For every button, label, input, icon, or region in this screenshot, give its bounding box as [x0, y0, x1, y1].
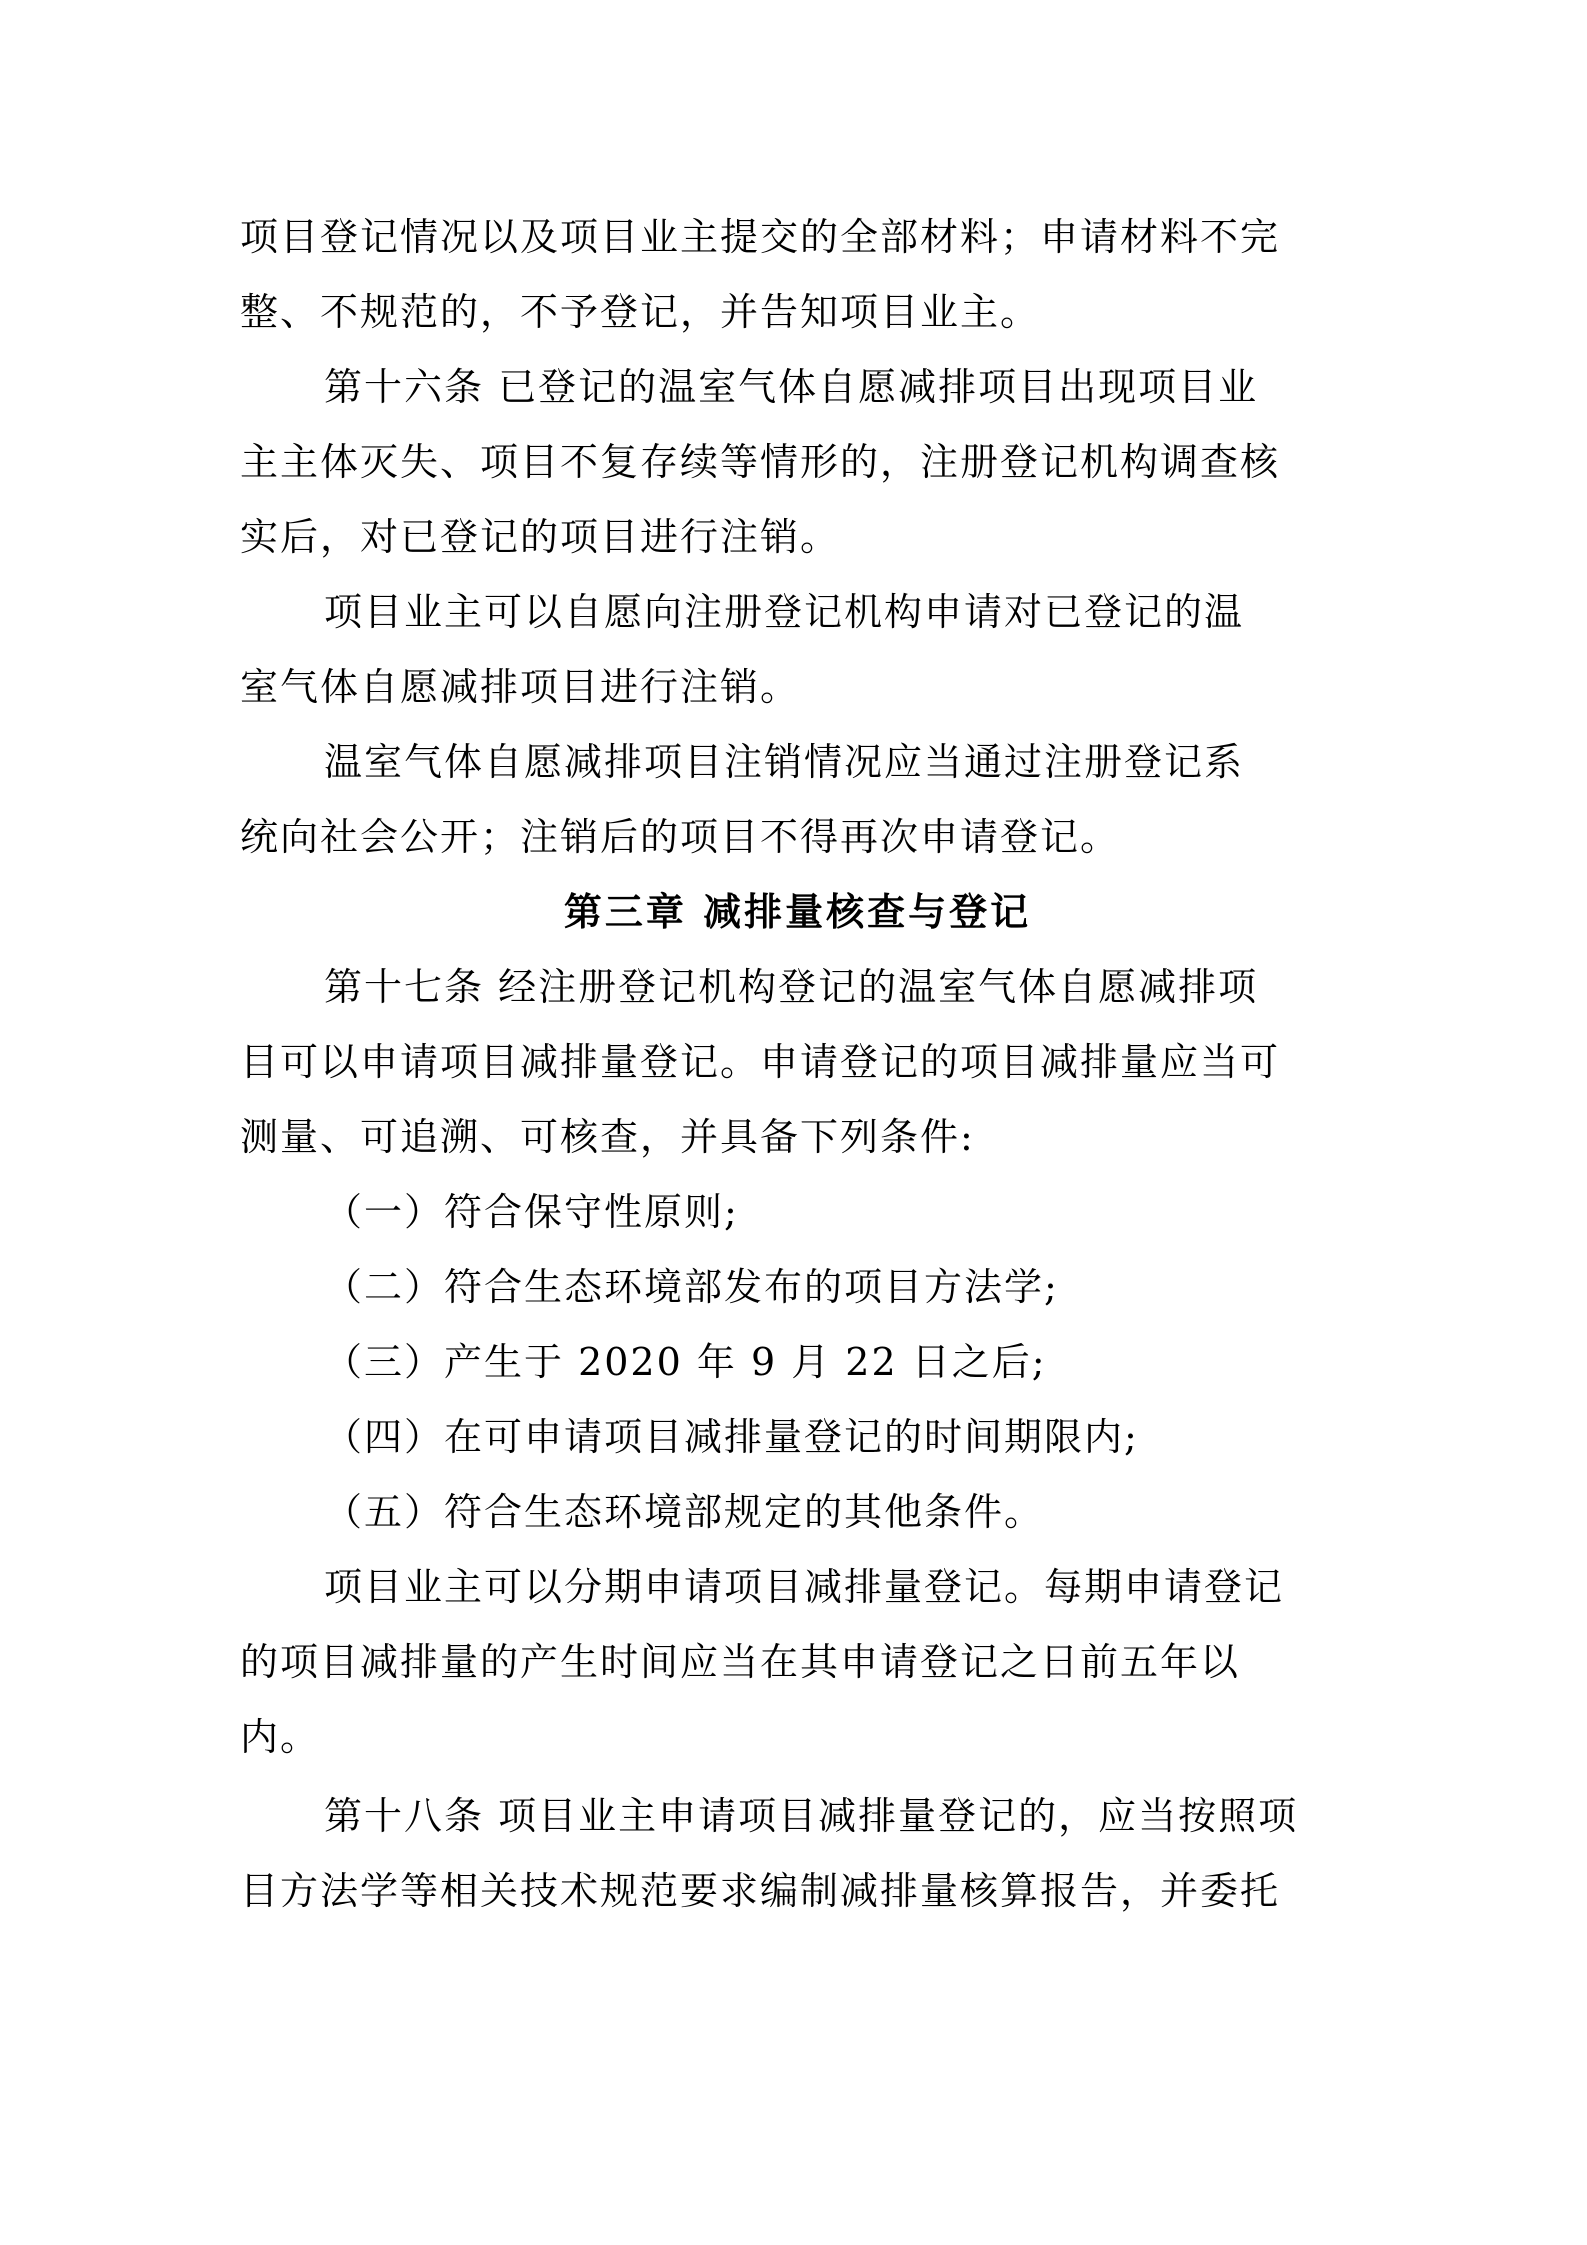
- text-line: 目可以申请项目减排量登记。申请登记的项目减排量应当可: [240, 1040, 1281, 1084]
- text-line: 实后，对已登记的项目进行注销。: [240, 515, 841, 559]
- list-item: （三）产生于 2020 年 9 月 22 日之后;: [324, 1340, 1047, 1384]
- text-line: 室气体自愿减排项目进行注销。: [240, 665, 801, 709]
- text-line: 统向社会公开；注销后的项目不得再次申请登记。: [240, 815, 1121, 859]
- text-line: 目方法学等相关技术规范要求编制减排量核算报告，并委托: [240, 1869, 1281, 1913]
- document-body: [240, 200, 1355, 1929]
- article-16-heading: 第十六条 已登记的温室气体自愿减排项目出现项目业: [324, 365, 1259, 409]
- article-18-heading: 第十八条 项目业主申请项目减排量登记的，应当按照项: [324, 1794, 1299, 1838]
- list-item: （一）符合保守性原则;: [324, 1190, 739, 1234]
- article-17-heading: 第十七条 经注册登记机构登记的温室气体自愿减排项: [324, 965, 1259, 1009]
- list-item: （二）符合生态环境部发布的项目方法学;: [324, 1265, 1059, 1309]
- text-line: 项目登记情况以及项目业主提交的全部材料；申请材料不完: [240, 215, 1281, 259]
- chapter-title: 第三章 减排量核查与登记: [563, 890, 1032, 934]
- paragraph-start: 温室气体自愿减排项目注销情况应当通过注册登记系: [324, 740, 1245, 784]
- list-item: （四）在可申请项目减排量登记的时间期限内;: [324, 1415, 1139, 1459]
- text-line: 整、不规范的，不予登记，并告知项目业主。: [240, 290, 1041, 334]
- paragraph-start: 项目业主可以自愿向注册登记机构申请对已登记的温: [324, 590, 1245, 634]
- text-line: 主主体灭失、项目不复存续等情形的，注册登记机构调查核: [240, 440, 1281, 484]
- text-line: 测量、可追溯、可核查，并具备下列条件:: [240, 1115, 975, 1159]
- paragraph-start: 项目业主可以分期申请项目减排量登记。每期申请登记: [324, 1565, 1285, 1609]
- text-line: 内。: [240, 1715, 321, 1759]
- list-item: （五）符合生态环境部规定的其他条件。: [324, 1490, 1045, 1534]
- text-line: 的项目减排量的产生时间应当在其申请登记之日前五年以: [240, 1640, 1241, 1684]
